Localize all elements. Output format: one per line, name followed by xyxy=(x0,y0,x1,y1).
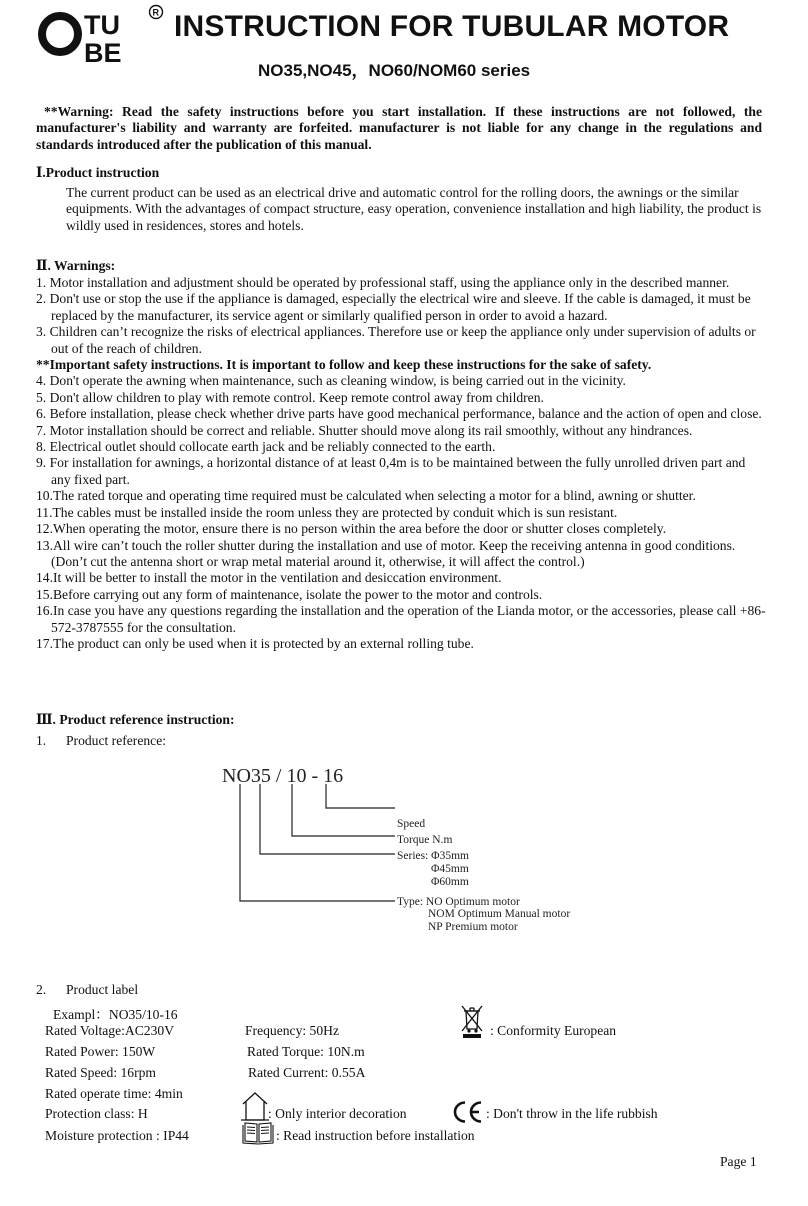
product-reference-diagram xyxy=(200,758,620,943)
diagram-series: Series: Φ35mm xyxy=(397,850,469,862)
spec-rated-torque: Rated Torque: 10N.m xyxy=(247,1044,365,1059)
diagram-series-2: Φ45mm xyxy=(431,863,469,875)
symbol-indoor-text: : Only interior decoration xyxy=(268,1106,407,1121)
list-item: 11.The cables must be installed inside the room unless they are protected by conduit which is sun resistant. xyxy=(36,504,618,520)
page-title: INSTRUCTION FOR TUBULAR MOTOR xyxy=(174,10,730,43)
spec-protection-class: Protection class: H xyxy=(45,1106,148,1121)
section-heading-product-instruction: Ⅰ.Product instruction xyxy=(36,165,160,180)
crossed-bin-icon xyxy=(457,1003,487,1039)
spec-frequency: Frequency: 50Hz xyxy=(245,1023,339,1038)
list-item: 14.It will be better to install the motor in the ventilation and desiccation environment. xyxy=(36,570,502,586)
diagram-speed: Speed xyxy=(397,818,426,830)
list-item: 4. Don't operate the awning when maintenance, such as cleaning window, is being carried out in the vicinity. xyxy=(36,373,626,389)
diagram-type-3: NP Premium motor xyxy=(428,921,518,933)
symbol-read-text: : Read instruction before installation xyxy=(276,1128,475,1143)
svg-text:BE: BE xyxy=(84,38,122,66)
diagram-type: Type: NO Optimum motor xyxy=(397,896,520,908)
label-example: Exampl：NO35/10-16 xyxy=(53,1007,178,1022)
warning-paragraph: **Warning: Read the safety instructions before you start installation. If these instructions are not followed, the manufacturer's liability and warranty are forfeited. manufacturer is not liable for any change in the regulations and standards introduced after the publication of this manual. xyxy=(36,104,762,152)
list-item: 3. Children can’t recognize the risks of electrical appliances. Therefore use or keep the appliance only under supervision of adults or out of the reach of children. xyxy=(36,324,756,356)
spec-operate-time: Rated operate time: 4min xyxy=(45,1086,183,1101)
list-item: 1. Motor installation and adjustment should be operated by professional staff, using the appliance only in the described manner. xyxy=(36,275,730,290)
ce-mark-icon xyxy=(450,1099,486,1125)
svg-text:TU: TU xyxy=(84,10,120,40)
page-subtitle: NO35,NO45，NO60/NOM60 series xyxy=(258,61,531,80)
diagram-type-2: NOM Optimum Manual motor xyxy=(428,908,571,920)
list-item: 10.The rated torque and operating time required must be calculated when selecting a motor for a blind, awning or shutter. xyxy=(36,488,696,504)
brand-logo xyxy=(38,4,168,66)
list-item: 17.The product can only be used when it is protected by an external rolling tube. xyxy=(36,635,474,651)
list-item: 5. Don't allow children to play with remote control. Keep remote control away from children. xyxy=(36,389,544,405)
warnings-list xyxy=(36,275,766,652)
list-item: 13.All wire can’t touch the roller shutter during the installation and use of motor. Keep the receiving antenna in good conditions. (Don’t cut the antenna short or wrap metal material around it, otherwise, it will affect the control.) xyxy=(36,537,736,569)
product-reference-item xyxy=(36,733,166,749)
list-item: 16.In case you have any questions regarding the installation and the operation of the Lianda motor, or the accessories, please call +86-572-3787555 for the consultation. xyxy=(36,603,766,635)
list-item: 2. Don't use or stop the use if the appliance is damaged, especially the electrical wire and sleeve. If the cable is damaged, it must be replaced by the manufacturer, its service agent or similarly qualified person in order to avoid a hazard. xyxy=(36,291,751,323)
diagram-leader-lines xyxy=(240,784,395,901)
open-book-icon xyxy=(240,1120,276,1146)
item-number: 1. xyxy=(36,733,47,748)
section-heading-product-reference: Ⅲ. Product reference instruction: xyxy=(36,712,235,727)
list-item: 7. Motor installation should be correct and reliable. Shutter should move along its rail smoothly, without any hindrances. xyxy=(36,422,693,438)
list-item: 6. Before installation, please check whether drive parts have good mechanical performance, balance and the action of open and close. xyxy=(36,406,762,422)
svg-text:R: R xyxy=(152,7,159,18)
product-label-item xyxy=(36,982,138,998)
spec-rated-power: Rated Power: 150W xyxy=(45,1044,156,1059)
item-number: 2. xyxy=(36,982,47,997)
diagram-torque: Torque N.m xyxy=(397,834,453,846)
page-number: Page 1 xyxy=(720,1154,757,1169)
list-item: 9. For installation for awnings, a horizontal distance of at least 0,4m is to be maintained between the fully unrolled driven part and any fixed part. xyxy=(36,455,746,487)
spec-rated-speed: Rated Speed: 16rpm xyxy=(45,1065,156,1080)
spec-rated-voltage: Rated Voltage:AC230V xyxy=(45,1023,175,1038)
section-heading-warnings: Ⅱ. Warnings: xyxy=(36,258,116,273)
diagram-model: NO35 / 10 - 16 xyxy=(222,765,344,787)
item-label: Product label xyxy=(66,982,139,997)
item-label: Product reference: xyxy=(66,733,167,748)
product-instruction-paragraph: The current product can be used as an electrical drive and automatic control for the rolling doors, the awnings or the similar equipments. With the advantages of compact structure, easy operation, convenience installation and high liability, the product is wildly used in residences, stores and hotels. xyxy=(66,185,762,233)
symbol-rubbish-text: : Don't throw in the life rubbish xyxy=(486,1106,658,1121)
spec-moisture-protection: Moisture protection : IP44 xyxy=(45,1128,189,1143)
list-item: 12.When operating the motor, ensure there is no person within the area before the door or shutter closes completely. xyxy=(36,521,667,537)
symbol-conformity-text: : Conformity European xyxy=(490,1023,617,1038)
diagram-series-3: Φ60mm xyxy=(431,876,469,888)
spec-rated-current: Rated Current: 0.55A xyxy=(248,1065,366,1080)
list-item: 8. Electrical outlet should collocate earth jack and be reliably connected to the earth. xyxy=(36,439,496,455)
list-item: 15.Before carrying out any form of maintenance, isolate the power to the motor and controls. xyxy=(36,586,543,602)
important-safety-note: **Important safety instructions. It is important to follow and keep these instructions for the sake of safety. xyxy=(36,357,652,373)
house-icon xyxy=(240,1090,270,1122)
